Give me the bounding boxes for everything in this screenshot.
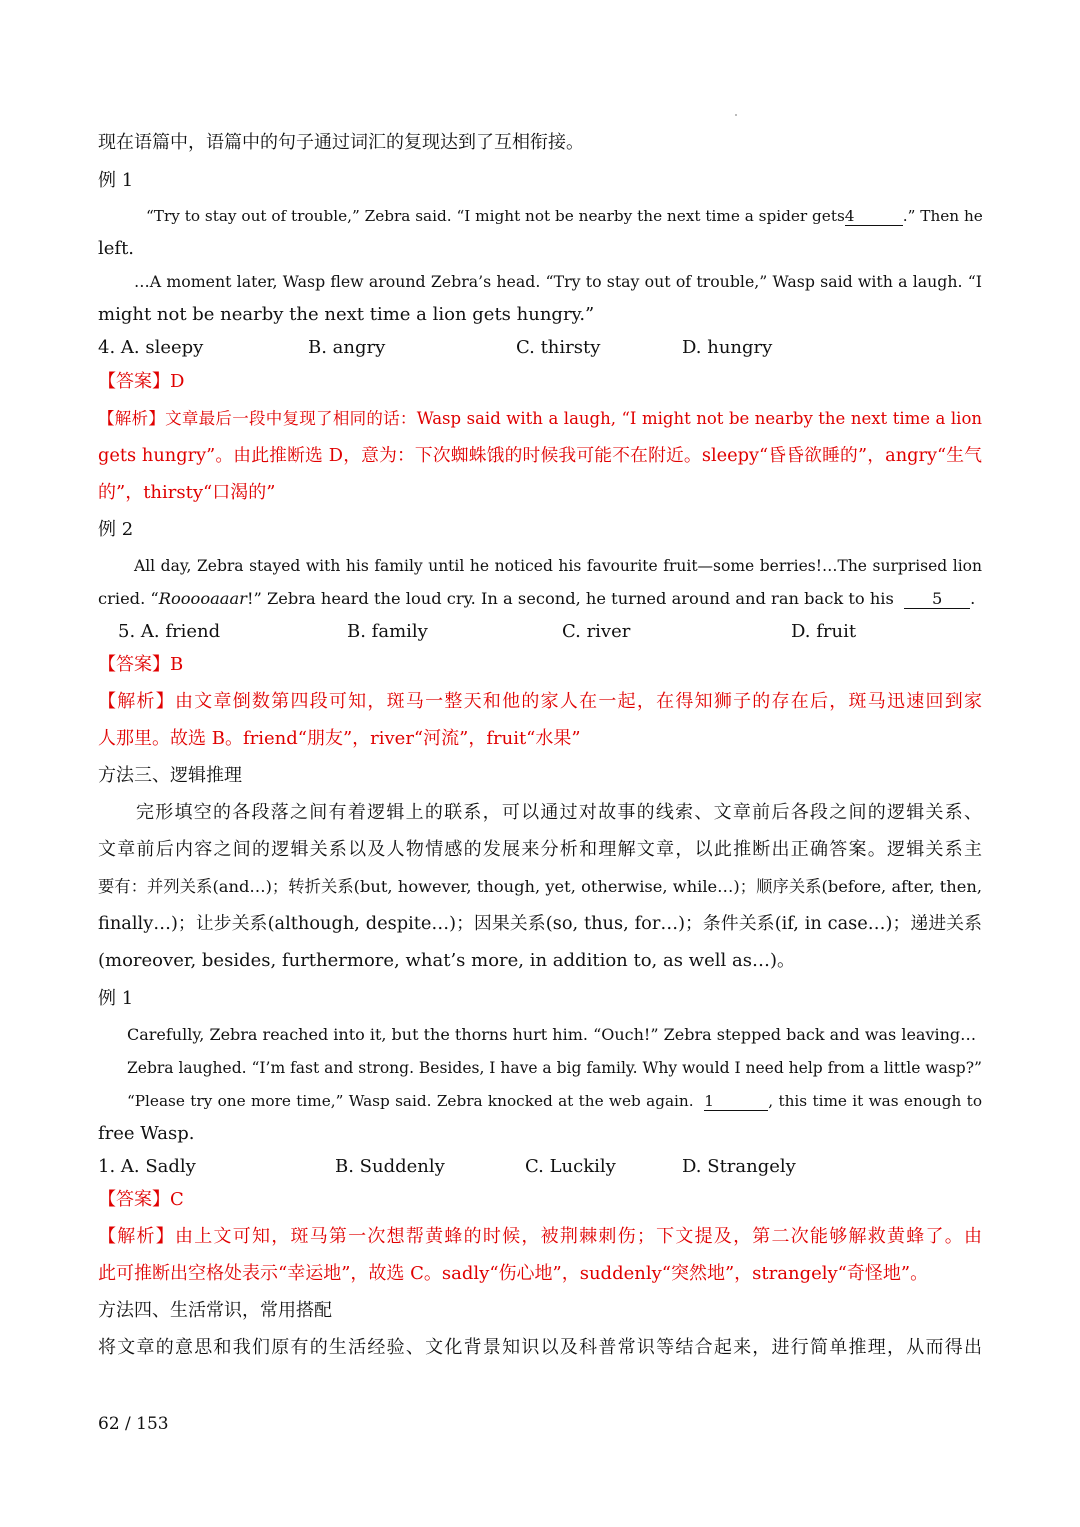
body-line: 完形填空的各段落之间有着逻辑上的联系，可以通过对故事的线索、文章前后各段之间的逻辑关系、 — [136, 802, 982, 823]
example-label: 例 1 — [98, 988, 134, 1009]
example-label: 例 1 — [98, 170, 134, 191]
option-a: 1. A. Sadly — [98, 1156, 196, 1177]
analysis-line: 【解析】文章最后一段中复现了相同的话：Wasp said with a laugh, “I might not be nearby the next time a lion — [98, 409, 982, 428]
option-c: C. Luckily — [525, 1156, 616, 1177]
passage-line: Zebra laughed. “I’m fast and strong. Besides, I have a big family. Why would I need help from a little wasp?” — [127, 1059, 982, 1077]
passage-text: “Please try one more time,” Wasp said. Zebra knocked at the web again. — [127, 1092, 694, 1110]
body-line: finally…)；让步关系(although, despite…)；因果关系(so, thus, for…)；条件关系(if, in case…)；递进关系 — [98, 914, 982, 934]
section-heading: 方法三、逻辑推理 — [98, 765, 242, 786]
passage-line: left. — [98, 238, 135, 259]
analysis-line: 人那里。故选 B。friend“朋友”，river“河流”，fruit“水果” — [98, 728, 581, 749]
page-number: 62 / 153 — [98, 1414, 169, 1434]
option-b: B. Suddenly — [335, 1156, 445, 1177]
analysis-line: 【解析】由文章倒数第四段可知，斑马一整天和他的家人在一起，在得知狮子的存在后，斑马迅速回到家 — [98, 691, 982, 712]
passage-text: . — [970, 589, 976, 608]
passage-line — [98, 205, 982, 227]
passage-line: Carefully, Zebra reached into it, but the thorns hurt him. “Ouch!” Zebra stepped back and was leaving… — [127, 1025, 977, 1044]
analysis-line: gets hungry”。由此推断选 D，意为：下次蜘蛛饿的时候我可能不在附近。sleepy“昏昏欲睡的”，angry“生气 — [98, 446, 982, 466]
option-d: D. fruit — [791, 621, 857, 642]
passage-line: free Wasp. — [98, 1123, 195, 1144]
option-a: 5. A. friend — [118, 621, 221, 642]
section-heading: 方法四、生活常识，常用搭配 — [98, 1300, 332, 1321]
passage-text: !” Zebra heard the loud cry. In a second, he turned around and ran back to his — [246, 589, 894, 608]
answer-blank: 5 — [904, 590, 970, 609]
option-c: C. thirsty — [516, 337, 601, 358]
body-line: 要有：并列关系(and…)；转折关系(but, however, though, yet, otherwise, while…)；顺序关系(before, after, then, — [98, 877, 982, 896]
passage-text: .” Then he — [902, 207, 983, 225]
option-c: C. river — [562, 621, 631, 642]
passage-text: , this time it was enough to — [768, 1092, 982, 1110]
body-line: 文章前后内容之间的逻辑关系以及人物情感的发展来分析和理解文章，以此推断出正确答案。逻辑关系主 — [98, 839, 982, 860]
option-a: 4. A. sleepy — [98, 337, 204, 358]
passage-line — [98, 588, 975, 610]
answer-blank: 1 — [704, 1092, 768, 1111]
passage-text: “Try to stay out of trouble,” Zebra said. “I might not be nearby the next time a spider gets — [146, 207, 845, 225]
passage-line: All day, Zebra stayed with his family until he noticed his favourite fruit—some berries!…The surprised lion — [134, 557, 982, 575]
option-d: D. Strangely — [682, 1156, 796, 1177]
analysis-line: 此可推断出空格处表示“幸运地”，故选 C。sadly“伤心地”，suddenly“突然地”，strangely“奇怪地”。 — [98, 1263, 929, 1284]
body-line: 将文章的意思和我们原有的生活经验、文化背景知识以及科普常识等结合起来，进行简单推理，从而得出 — [98, 1337, 982, 1358]
example-label: 例 2 — [98, 519, 134, 540]
passage-text: cried. “ — [98, 589, 159, 608]
passage-line — [98, 1090, 982, 1112]
answer-line: 【答案】C — [98, 1189, 184, 1210]
passage-italic: Rooooaaar — [158, 589, 247, 608]
body-line: (moreover, besides, furthermore, what’s more, in addition to, as well as…)。 — [98, 950, 795, 971]
option-b: B. angry — [308, 337, 386, 358]
option-d: D. hungry — [682, 337, 773, 358]
option-b: B. family — [347, 621, 428, 642]
intro-line: 现在语篇中，语篇中的句子通过词汇的复现达到了互相衔接。 — [98, 132, 584, 153]
speck — [735, 114, 737, 116]
analysis-line: 的”，thirsty“口渴的” — [98, 482, 276, 503]
analysis-line: 【解析】由上文可知，斑马第一次想帮黄蜂的时候，被荆棘刺伤；下文提及，第二次能够解救黄蜂了。由 — [98, 1226, 982, 1247]
answer-blank: 4 — [845, 207, 903, 226]
passage-line: might not be nearby the next time a lion gets hungry.” — [98, 304, 595, 325]
answer-line: 【答案】D — [98, 371, 185, 392]
answer-line: 【答案】B — [98, 654, 184, 675]
passage-line: …A moment later, Wasp flew around Zebra’s head. “Try to stay out of trouble,” Wasp said with a laugh. “I — [134, 272, 982, 291]
